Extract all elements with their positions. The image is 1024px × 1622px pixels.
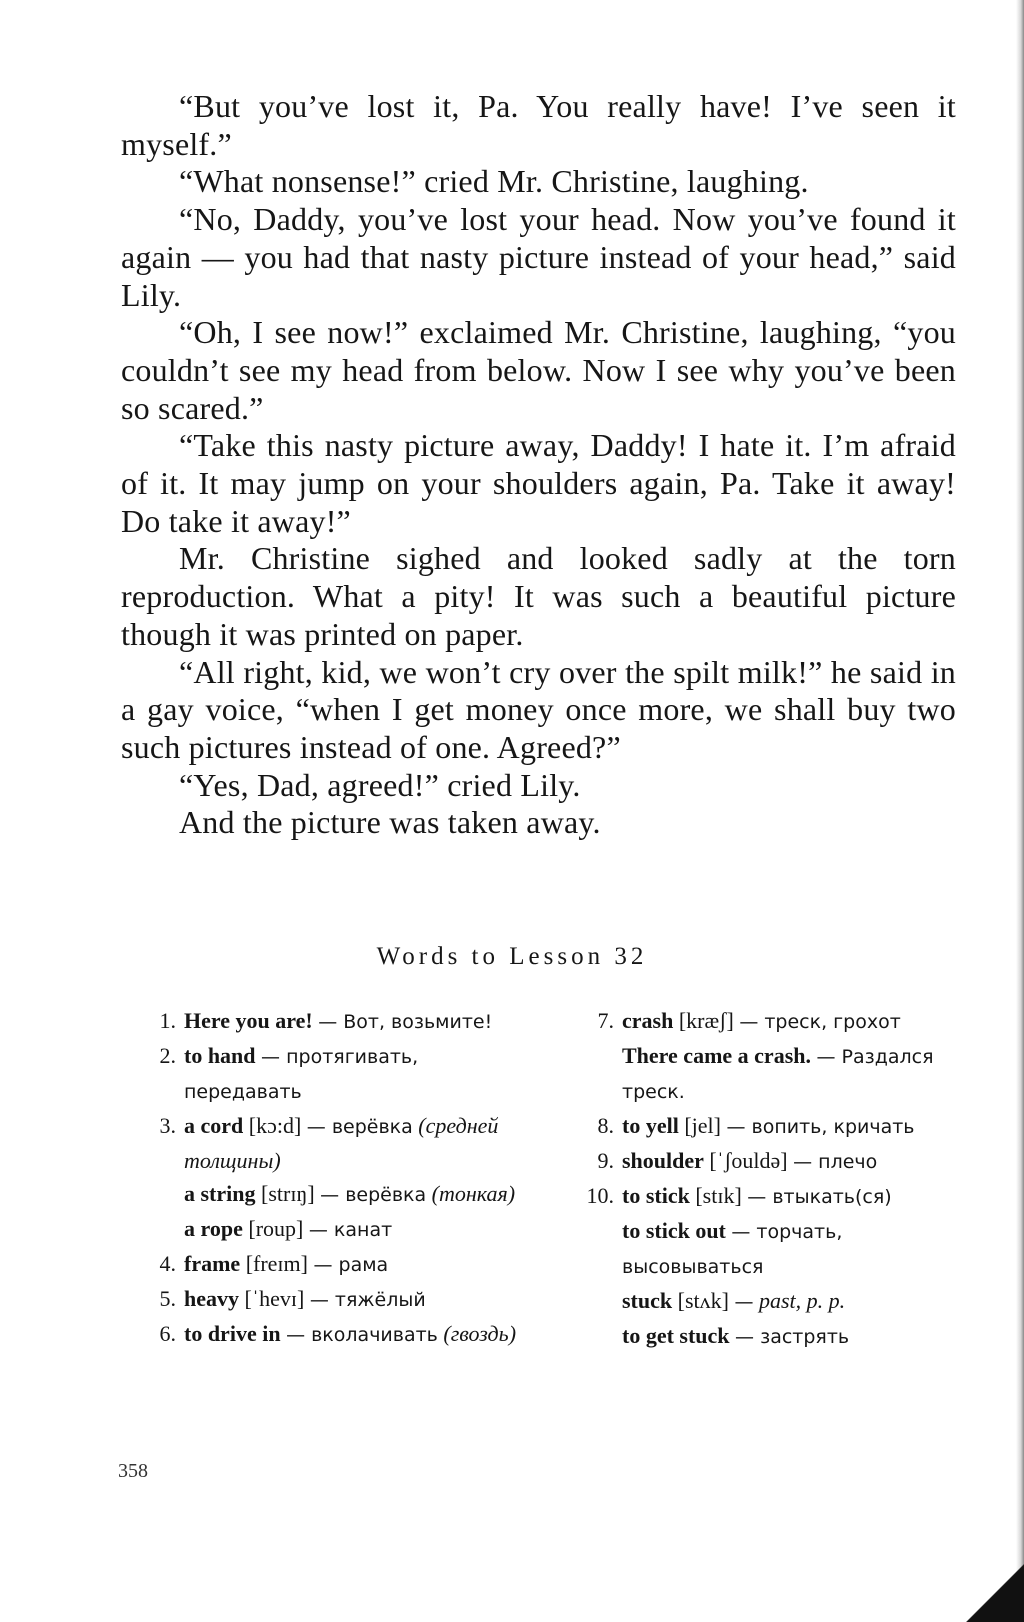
entry-body — [622, 1284, 958, 1319]
vocab-entry — [568, 1004, 958, 1039]
paragraph: “What nonsense!” cried Mr. Christine, laughing. — [179, 163, 809, 200]
paragraph: “No, Daddy, you’ve lost your head. Now you’ve found it again — you had that nasty picture instead of your head,” said Lily. — [121, 201, 956, 313]
entry-body — [184, 1282, 525, 1317]
entry-term: to yell — [622, 1113, 679, 1138]
entry-term: to stick out — [622, 1218, 726, 1243]
entry-term: to stick — [622, 1183, 690, 1208]
entry-translation: — верёвка — [306, 1116, 413, 1138]
entry-translation: — Вот, возьмите! — [318, 1011, 493, 1033]
entry-body — [622, 1179, 958, 1214]
vocabulary-column-left — [130, 1004, 525, 1352]
entry-transcription: [stʌk] — [677, 1288, 729, 1313]
entry-note: past, p. p. — [758, 1288, 846, 1313]
entry-term: to drive in — [184, 1321, 281, 1346]
entry-number: 5. — [159, 1286, 176, 1311]
page-corner-shadow — [954, 1562, 1024, 1622]
entry-body — [622, 1214, 958, 1284]
entry-note: (тонкая) — [431, 1181, 516, 1206]
entry-term: heavy — [184, 1286, 239, 1311]
entry-transcription: [jel] — [684, 1113, 721, 1138]
entry-note: (средней толщины) — [184, 1113, 499, 1173]
entry-transcription: [kræʃ] — [678, 1008, 734, 1033]
entry-transcription: [ˈʃouldə] — [709, 1148, 788, 1173]
paragraph: “But you’ve lost it, Pa. You really have! I’ve seen it myself.” — [121, 88, 956, 162]
entry-term: There came a crash. — [622, 1043, 811, 1068]
vocab-entry — [130, 1039, 525, 1109]
entry-body — [184, 1039, 525, 1109]
vocab-entry — [130, 1317, 525, 1352]
paragraph: “All right, kid, we won’t cry over the spilt milk!” he said in a gay voice, “when I get money once more, we shall buy two such pictures instead of one. Agreed?” — [121, 653, 956, 765]
entry-transcription: [strɪŋ] — [261, 1181, 315, 1206]
vocab-entry — [130, 1247, 525, 1282]
entry-term: crash — [622, 1008, 674, 1033]
entry-transcription: [roup] — [248, 1216, 304, 1241]
entry-number: 3. — [159, 1113, 176, 1138]
entry-translation: — застрять — [735, 1326, 850, 1348]
entry-translation: — треск, грохот — [739, 1011, 901, 1033]
entry-body — [184, 1109, 525, 1177]
vocab-entry — [130, 1282, 525, 1317]
entry-body — [622, 1109, 958, 1144]
vocab-entry — [568, 1319, 958, 1354]
entry-number: 4. — [159, 1251, 176, 1276]
entry-body — [622, 1004, 958, 1039]
paragraph: And the picture was taken away. — [179, 804, 601, 841]
entry-translation: — протягивать, передавать — [184, 1046, 419, 1103]
entry-term: to get stuck — [622, 1323, 730, 1348]
story-text — [121, 88, 956, 842]
entry-body — [184, 1212, 525, 1247]
entry-term: frame — [184, 1251, 241, 1276]
entry-translation: — — [734, 1291, 754, 1313]
entry-translation: — тяжёлый — [309, 1289, 426, 1311]
vocab-entry — [568, 1039, 958, 1109]
entry-term: a cord — [184, 1113, 244, 1138]
entry-body — [184, 1247, 525, 1282]
entry-term: stuck — [622, 1288, 673, 1313]
entry-translation: — Раздался треск. — [622, 1046, 934, 1103]
vocab-entry — [568, 1214, 958, 1284]
entry-translation: — вопить, кричать — [726, 1116, 915, 1138]
entry-translation: — канат — [308, 1219, 393, 1241]
vocab-entry — [568, 1109, 958, 1144]
entry-body — [622, 1039, 958, 1109]
entry-body — [184, 1317, 525, 1352]
vocab-entry — [130, 1212, 525, 1247]
entry-term: Here you are! — [184, 1008, 313, 1033]
paragraph: “Oh, I see now!” exclaimed Mr. Christine, laughing, “you couldn’t see my head from below. Now I see why you’ve been so scared.” — [121, 314, 956, 426]
entry-body — [184, 1177, 525, 1212]
entry-number: 8. — [597, 1113, 614, 1138]
paragraph: Mr. Christine sighed and looked sadly at the torn reproduction. What a pity! It was such a beautiful picture though it was printed on paper. — [121, 540, 956, 652]
entry-term: shoulder — [622, 1148, 704, 1173]
vocab-entry — [568, 1179, 958, 1214]
entry-transcription: [ˈhevɪ] — [244, 1286, 305, 1311]
vocabulary-column-right — [568, 1004, 958, 1354]
vocab-entry — [568, 1284, 958, 1319]
entry-translation: — плечо — [793, 1151, 878, 1173]
entry-term: a string — [184, 1181, 256, 1206]
entry-transcription: [kɔ:d] — [248, 1113, 302, 1138]
entry-translation: — торчать, высовываться — [622, 1221, 843, 1278]
vocab-entry — [568, 1144, 958, 1179]
entry-number: 2. — [159, 1043, 176, 1068]
entry-note: (гвоздь) — [443, 1321, 517, 1346]
entry-number: 7. — [597, 1008, 614, 1033]
vocab-entry — [130, 1004, 525, 1039]
entry-number: 1. — [159, 1008, 176, 1033]
vocab-entry — [130, 1109, 525, 1177]
entry-term: a rope — [184, 1216, 243, 1241]
page-number: 358 — [118, 1460, 148, 1482]
entry-transcription: [freɪm] — [245, 1251, 308, 1276]
entry-number: 9. — [597, 1148, 614, 1173]
entry-term: to hand — [184, 1043, 256, 1068]
entry-translation: — верёвка — [320, 1184, 427, 1206]
entry-number: 6. — [159, 1321, 176, 1346]
entry-translation: — втыкать(ся) — [747, 1186, 892, 1208]
vocab-entry — [130, 1177, 525, 1212]
paragraph: “Take this nasty picture away, Daddy! I hate it. I’m afraid of it. It may jump on your shoulders again, Pa. Take it away! Do take it away!” — [121, 427, 956, 539]
entry-transcription: [stɪk] — [695, 1183, 742, 1208]
entry-translation: — вколачивать — [286, 1324, 438, 1346]
page-edge-shadow — [1016, 0, 1024, 1622]
section-heading: Words to Lesson 32 — [376, 943, 648, 970]
entry-body — [184, 1004, 525, 1039]
entry-number: 10. — [586, 1183, 614, 1208]
entry-body — [622, 1144, 958, 1179]
paragraph: “Yes, Dad, agreed!” cried Lily. — [179, 766, 581, 803]
entry-translation: — рама — [313, 1254, 389, 1276]
entry-body — [622, 1319, 958, 1354]
